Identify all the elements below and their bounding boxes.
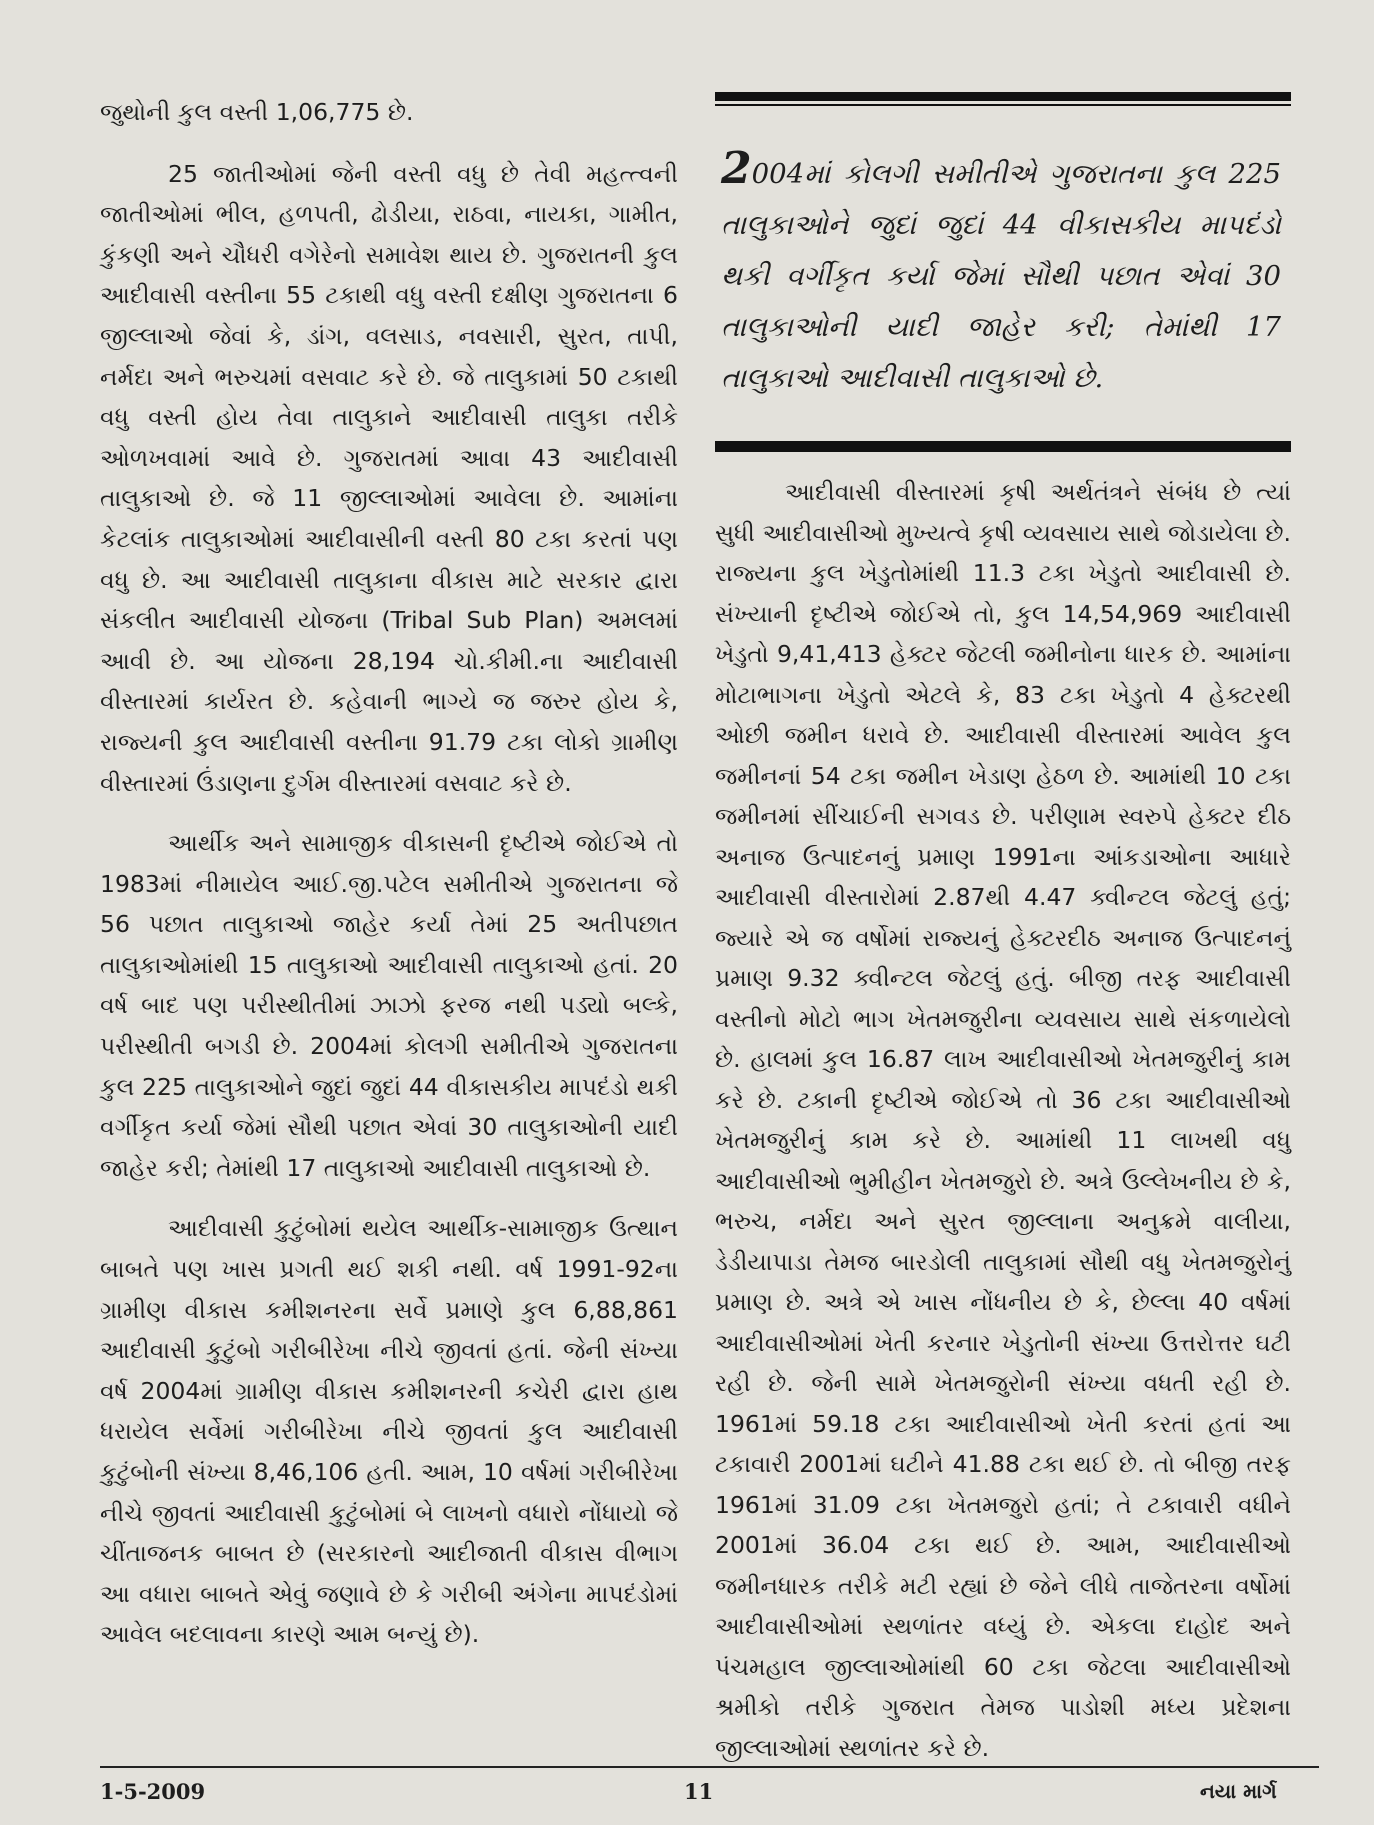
- pullquote-top-rule: [715, 92, 1291, 101]
- left-column: [100, 92, 678, 1675]
- right-column: [715, 92, 1291, 1768]
- pullquote-bottom-rule: [715, 443, 1291, 452]
- paragraph: આદીવાસી વીસ્તારમાં કૃષી અર્થતંત્રને સંબંધ છે ત્યાં સુધી આદીવાસીઓ મુખ્યત્વે કૃષી વ્યવસાય સાથે જોડાયેલા છે. રાજ્યના કુલ ખેડુતોમાંથી 11.3 ટકા ખેડુતો આદીવાસી છે. સંખ્યાની દૃષ્ટીએ જોઈએ તો, કુલ 14,54,969 આદીવાસી ખેડુતો 9,41,413 હેક્ટર જેટલી જમીનોના ધારક છે. આમાંના મોટાભાગના ખેડુતો એટલે કે, 83 ટકા ખેડુતો 4 હેક્ટરથી ઓછી જમીન ધરાવે છે. આદીવાસી વીસ્તારમાં આવેલ કુલ જમીનનાં 54 ટકા જમીન ખેડાણ હેઠળ છે. આમાંથી 10 ટકા જમીનમાં સીંચાઈની સગવડ છે. પરીણામ સ્વરુપે હેક્ટર દીઠ અનાજ ઉત્પાદનનું પ્રમાણ 1991ના આંકડાઓના આધારે આદીવાસી વીસ્તારોમાં 2.87થી 4.47 ક્વીન્ટલ જેટલું હતું; જ્યારે એ જ વર્ષોમાં રાજ્યનું હેક્ટરદીઠ અનાજ ઉત્પાદનનું પ્રમાણ 9.32 ક્વીન્ટલ જેટલું હતું. બીજી તરફ આદીવાસી વસ્તીનો મોટો ભાગ ખેતમજુરીના વ્યવસાય સાથે સંકળાયેલો છે. હાલમાં કુલ 16.87 લાખ આદીવાસીઓ ખેતમજુરીનું કામ કરે છે. ટકાની દૃષ્ટીએ જોઈએ તો 36 ટકા આદીવાસીઓ ખેતમજુરીનું કામ કરે છે. આમાંથી 11 લાખથી વધુ આદીવાસીઓ ભુમીહીન ખેતમજુરો છે. અત્રે ઉલ્લેખનીય છે કે, ભરુચ, નર્મદા અને સુરત જીલ્લાના અનુક્રમે વાલીયા, ડેડીયાપાડા તેમજ બારડોલી તાલુકામાં સૌથી વધુ ખેતમજુરોનું પ્રમાણ છે. અત્રે એ ખાસ નોંધનીય છે કે, છેલ્લા 40 વર્ષમાં આદીવાસીઓમાં ખેતી કરનાર ખેડુતોની સંખ્યા ઉત્તરોત્તર ઘટી રહી છે. જેની સામે ખેતમજુરોની સંખ્યા વધતી રહી છે. 1961માં 59.18 ટકા આદીવાસીઓ ખેતી કરતાં હતાં આ ટકાવારી 2001માં ઘટીને 41.88 ટકા થઈ છે. તો બીજી તરફ 1961માં 31.09 ટકા ખેતમજુરો હતાં; તે ટકાવારી વધીને 2001માં 36.04 ટકા થઈ છે. આમ, આદીવાસીઓ જમીનધારક તરીકે મટી રહ્યાં છે જેને લીધે તાજેતરના વર્ષોમાં આદીવાસીઓમાં સ્થળાંતર વધ્યું છે. એકલા દાહોદ અને પંચમહાલ જીલ્લાઓમાંથી 60 ટકા જેટલા આદીવાસીઓ શ્રમીકો તરીકે ગુજરાત તેમજ પાડોશી મધ્ય પ્રદેશના જીલ્લાઓમાં સ્થળાંતર કરે છે.: [715, 478, 1291, 1762]
- paragraph: આદીવાસી કુટુંબોમાં થયેલ આર્થીક-સામાજીક ઉત્થાન બાબતે પણ ખાસ પ્રગતી થઈ શકી નથી. વર્ષ 1991-92ના ગ્રામીણ વીકાસ કમીશનરના સર્વે પ્રમાણે કુલ 6,88,861 આદીવાસી કુટુંબો ગરીબીરેખા નીચે જીવતાં હતાં. જેની સંખ્યા વર્ષ 2004માં ગ્રામીણ વીકાસ કમીશનરની કચેરી દ્વારા હાથ ધરાયેલ સર્વેમાં ગરીબીરેખા નીચે જીવતાં કુલ આદીવાસી કુટુંબોની સંખ્યા 8,46,106 હતી. આમ, 10 વર્ષમાં ગરીબીરેખા નીચે જીવતાં આદીવાસી કુટુંબોમાં બે લાખનો વધારો નોંધાયો જે ચીંતાજનક બાબત છે (સરકારનો આદીજાતી વીકાસ વીભાગ આ વધારા બાબતે એવું જણાવે છે કે ગરીબી અંગેના માપદંડોમાં આવેલ બદલાવના કારણે આમ બન્યું છે).: [100, 1214, 678, 1649]
- footer-date: 1-5-2009: [100, 1779, 206, 1804]
- publication-name: નયા માર્ગ: [1200, 1779, 1277, 1803]
- pullquote-dropcap: 2: [721, 143, 752, 194]
- page-number: 11: [684, 1779, 714, 1804]
- footer-rule: [100, 1766, 1319, 1768]
- paragraph: આર્થીક અને સામાજીક વીકાસની દૃષ્ટીએ જોઈએ તો 1983માં નીમાયેલ આઈ.જી.પટેલ સમીતીએ ગુજરાતના જે 56 પછાત તાલુકાઓ જાહેર કર્યા તેમાં 25 અતીપછાત તાલુકાઓમાંથી 15 તાલુકાઓ આદીવાસી તાલુકાઓ હતાં. 20 વર્ષ બાદ પણ પરીસ્થીતીમાં ઝાઝો ફરજ નથી પડ્યો બલ્કે, પરીસ્થીતી બગડી છે. 2004માં કોલગી સમીતીએ ગુજરાતના કુલ 225 તાલુકાઓને જુદાં જુદાં 44 વીકાસકીય માપદંડો થકી વર્ગીકૃત કર્યા જેમાં સૌથી પછાત એવાં 30 તાલુકાઓની યાદી જાહેર કરી; તેમાંથી 17 તાલુકાઓ આદીવાસી તાલુકાઓ છે.: [100, 829, 678, 1182]
- pullquote: [715, 106, 1291, 441]
- pullquote-text: 004માં કોલગી સમીતીએ ગુજરાતના કુલ 225 તાલુકાઓને જુદાં જુદાં 44 વીકાસકીય માપદંડો થકી વર્ગીકૃત કર્યા જેમાં સૌથી પછાત એવાં 30 તાલુકાઓની યાદી જાહેર કરી; તેમાંથી 17 તાલુકાઓ આદીવાસી તાલુકાઓ છે.: [721, 158, 1281, 394]
- paragraph: જુથોની કુલ વસ્તી 1,06,775 છે.: [100, 98, 414, 126]
- paragraph: 25 જાતીઓમાં જેની વસ્તી વધુ છે તેવી મહત્ત્વની જાતીઓમાં ભીલ, હળપતી, ઢોડીયા, રાઠવા, નાયકા, ગામીત, કુંકણી અને ચૌધરી વગેરેનો સમાવેશ થાય છે. ગુજરાતની કુલ આદીવાસી વસ્તીના 55 ટકાથી વધુ વસ્તી દક્ષીણ ગુજરાતના 6 જીલ્લાઓ જેવાં કે, ડાંગ, વલસાડ, નવસારી, સુરત, તાપી, નર્મદા અને ભરુચમાં વસવાટ કરે છે. જે તાલુકામાં 50 ટકાથી વધુ વસ્તી હોય તેવા તાલુકાને આદીવાસી તાલુકા તરીકે ઓળખવામાં આવે છે. ગુજરાતમાં આવા 43 આદીવાસી તાલુકાઓ છે. જે 11 જીલ્લાઓમાં આવેલા છે. આમાંના કેટલાંક તાલુકાઓમાં આદીવાસીની વસ્તી 80 ટકા કરતાં પણ વધુ છે. આ આદીવાસી તાલુકાના વીકાસ માટે સરકાર દ્વારા સંકલીત આદીવાસી યોજના (Tribal Sub Plan) અમલમાં આવી છે. આ યોજના 28,194 ચો.કીમી.ના આદીવાસી વીસ્તારમાં કાર્યરત છે. કહેવાની ભાગ્યે જ જરુર હોય કે, રાજ્યની કુલ આદીવાસી વસ્તીના 91.79 ટકા લોકો ગ્રામીણ વીસ્તારમાં ઉંડાણના દુર્ગમ વીસ્તારમાં વસવાટ કરે છે.: [100, 159, 678, 797]
